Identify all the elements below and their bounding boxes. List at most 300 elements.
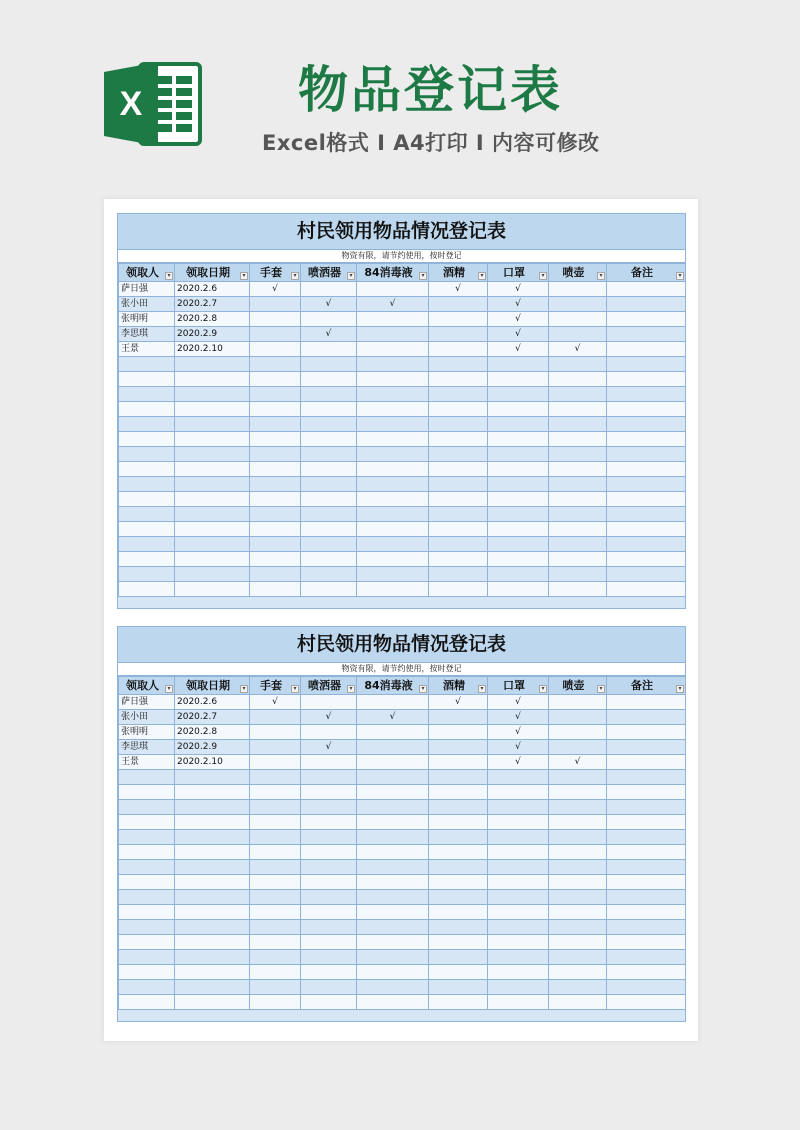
table-cell[interactable] xyxy=(488,417,549,432)
table-cell[interactable] xyxy=(549,402,607,417)
table-cell[interactable] xyxy=(175,567,250,582)
filter-dropdown-icon[interactable]: ▾ xyxy=(539,685,547,693)
table-cell[interactable] xyxy=(301,357,357,372)
table-cell[interactable] xyxy=(429,492,488,507)
table-cell[interactable] xyxy=(607,845,686,860)
table-cell[interactable] xyxy=(607,965,686,980)
table-cell[interactable] xyxy=(250,770,301,785)
table-cell[interactable] xyxy=(357,800,429,815)
table-cell[interactable] xyxy=(357,417,429,432)
table-cell[interactable] xyxy=(488,965,549,980)
table-cell[interactable]: √ xyxy=(429,282,488,297)
table-cell[interactable] xyxy=(357,552,429,567)
table-cell[interactable] xyxy=(549,522,607,537)
table-cell[interactable] xyxy=(250,920,301,935)
table-cell[interactable] xyxy=(301,755,357,770)
table-cell[interactable] xyxy=(607,522,686,537)
table-cell[interactable] xyxy=(250,492,301,507)
filter-dropdown-icon[interactable]: ▾ xyxy=(240,272,248,280)
filter-dropdown-icon[interactable]: ▾ xyxy=(676,685,684,693)
table-cell[interactable]: √ xyxy=(488,327,549,342)
table-cell[interactable]: √ xyxy=(488,312,549,327)
table-cell[interactable] xyxy=(429,965,488,980)
table-cell[interactable] xyxy=(488,890,549,905)
table-cell[interactable] xyxy=(301,462,357,477)
table-cell[interactable] xyxy=(607,980,686,995)
table-cell[interactable] xyxy=(549,462,607,477)
table-cell[interactable] xyxy=(607,552,686,567)
table-cell[interactable] xyxy=(549,905,607,920)
table-cell[interactable] xyxy=(250,462,301,477)
table-cell[interactable] xyxy=(488,507,549,522)
table-cell[interactable] xyxy=(357,507,429,522)
table-cell[interactable] xyxy=(549,447,607,462)
table-cell[interactable]: 2020.2.10 xyxy=(175,755,250,770)
table-cell[interactable] xyxy=(175,875,250,890)
table-cell[interactable] xyxy=(357,770,429,785)
table-cell[interactable] xyxy=(119,830,175,845)
table-cell[interactable] xyxy=(488,372,549,387)
table-cell[interactable] xyxy=(488,567,549,582)
table-cell[interactable] xyxy=(429,567,488,582)
table-cell[interactable] xyxy=(429,372,488,387)
table-cell[interactable] xyxy=(607,492,686,507)
table-cell[interactable] xyxy=(607,920,686,935)
table-cell[interactable] xyxy=(175,507,250,522)
table-cell[interactable] xyxy=(301,950,357,965)
table-cell[interactable] xyxy=(119,845,175,860)
table-cell[interactable] xyxy=(119,447,175,462)
table-cell[interactable] xyxy=(119,935,175,950)
table-cell[interactable] xyxy=(250,755,301,770)
table-cell[interactable] xyxy=(357,965,429,980)
table-cell[interactable] xyxy=(301,845,357,860)
filter-dropdown-icon[interactable]: ▾ xyxy=(478,685,486,693)
table-cell[interactable]: 张小田 xyxy=(119,710,175,725)
table-cell[interactable]: √ xyxy=(488,342,549,357)
table-cell[interactable] xyxy=(429,477,488,492)
filter-dropdown-icon[interactable]: ▾ xyxy=(676,272,684,280)
table-cell[interactable] xyxy=(301,980,357,995)
table-cell[interactable] xyxy=(549,477,607,492)
table-cell[interactable] xyxy=(250,582,301,597)
table-cell[interactable] xyxy=(301,477,357,492)
table-cell[interactable] xyxy=(488,920,549,935)
table-cell[interactable] xyxy=(250,537,301,552)
table-cell[interactable] xyxy=(607,740,686,755)
table-cell[interactable] xyxy=(301,995,357,1010)
table-cell[interactable] xyxy=(250,980,301,995)
table-cell[interactable] xyxy=(357,582,429,597)
table-cell[interactable] xyxy=(175,830,250,845)
table-cell[interactable]: 2020.2.7 xyxy=(175,710,250,725)
table-cell[interactable] xyxy=(429,432,488,447)
table-cell[interactable] xyxy=(250,567,301,582)
table-cell[interactable] xyxy=(549,995,607,1010)
table-cell[interactable] xyxy=(175,552,250,567)
table-cell[interactable] xyxy=(119,507,175,522)
table-cell[interactable] xyxy=(429,522,488,537)
table-cell[interactable] xyxy=(175,800,250,815)
table-cell[interactable] xyxy=(119,477,175,492)
table-cell[interactable] xyxy=(250,830,301,845)
table-cell[interactable] xyxy=(250,935,301,950)
table-cell[interactable] xyxy=(301,432,357,447)
table-cell[interactable] xyxy=(607,477,686,492)
table-cell[interactable] xyxy=(549,552,607,567)
filter-dropdown-icon[interactable]: ▾ xyxy=(240,685,248,693)
table-cell[interactable] xyxy=(119,537,175,552)
table-cell[interactable] xyxy=(549,432,607,447)
table-cell[interactable] xyxy=(429,537,488,552)
table-cell[interactable] xyxy=(301,860,357,875)
table-cell[interactable] xyxy=(357,357,429,372)
table-cell[interactable] xyxy=(357,920,429,935)
table-cell[interactable] xyxy=(488,477,549,492)
table-cell[interactable] xyxy=(429,755,488,770)
table-cell[interactable] xyxy=(488,815,549,830)
table-cell[interactable] xyxy=(607,770,686,785)
table-cell[interactable] xyxy=(119,417,175,432)
table-cell[interactable] xyxy=(357,830,429,845)
table-cell[interactable]: √ xyxy=(488,740,549,755)
table-cell[interactable] xyxy=(429,845,488,860)
table-cell[interactable] xyxy=(119,905,175,920)
table-cell[interactable] xyxy=(357,860,429,875)
table-cell[interactable]: √ xyxy=(488,282,549,297)
table-cell[interactable] xyxy=(488,402,549,417)
table-cell[interactable] xyxy=(250,387,301,402)
table-cell[interactable] xyxy=(119,462,175,477)
table-cell[interactable] xyxy=(357,522,429,537)
table-cell[interactable] xyxy=(488,875,549,890)
table-cell[interactable] xyxy=(607,800,686,815)
table-cell[interactable]: 2020.2.6 xyxy=(175,695,250,710)
table-cell[interactable] xyxy=(175,447,250,462)
table-cell[interactable] xyxy=(488,995,549,1010)
table-cell[interactable] xyxy=(301,785,357,800)
table-cell[interactable] xyxy=(357,740,429,755)
table-cell[interactable] xyxy=(488,800,549,815)
table-cell[interactable] xyxy=(607,815,686,830)
table-cell[interactable] xyxy=(549,950,607,965)
table-cell[interactable] xyxy=(119,357,175,372)
table-cell[interactable]: 张明明 xyxy=(119,312,175,327)
table-cell[interactable] xyxy=(119,770,175,785)
table-cell[interactable] xyxy=(250,740,301,755)
table-cell[interactable] xyxy=(488,492,549,507)
table-cell[interactable] xyxy=(549,387,607,402)
table-cell[interactable] xyxy=(549,920,607,935)
table-cell[interactable] xyxy=(175,357,250,372)
table-cell[interactable] xyxy=(175,417,250,432)
table-cell[interactable] xyxy=(429,830,488,845)
table-cell[interactable] xyxy=(301,567,357,582)
table-cell[interactable] xyxy=(357,447,429,462)
table-cell[interactable] xyxy=(607,402,686,417)
table-cell[interactable] xyxy=(301,815,357,830)
table-cell[interactable] xyxy=(429,417,488,432)
table-cell[interactable] xyxy=(119,890,175,905)
table-cell[interactable] xyxy=(250,725,301,740)
table-cell[interactable] xyxy=(250,447,301,462)
table-cell[interactable] xyxy=(429,710,488,725)
table-cell[interactable] xyxy=(250,402,301,417)
table-cell[interactable] xyxy=(250,432,301,447)
table-cell[interactable] xyxy=(607,950,686,965)
table-cell[interactable] xyxy=(549,492,607,507)
table-cell[interactable] xyxy=(175,492,250,507)
table-cell[interactable] xyxy=(488,935,549,950)
table-cell[interactable] xyxy=(607,785,686,800)
table-cell[interactable] xyxy=(301,875,357,890)
table-cell[interactable] xyxy=(607,537,686,552)
table-cell[interactable] xyxy=(429,875,488,890)
table-cell[interactable] xyxy=(607,447,686,462)
filter-dropdown-icon[interactable]: ▾ xyxy=(597,685,605,693)
table-cell[interactable] xyxy=(301,905,357,920)
table-cell[interactable] xyxy=(429,740,488,755)
table-cell[interactable] xyxy=(357,950,429,965)
table-cell[interactable] xyxy=(357,785,429,800)
table-cell[interactable] xyxy=(175,462,250,477)
table-cell[interactable] xyxy=(429,552,488,567)
table-cell[interactable]: 张明明 xyxy=(119,725,175,740)
table-cell[interactable] xyxy=(175,522,250,537)
table-cell[interactable] xyxy=(357,477,429,492)
table-cell[interactable] xyxy=(549,725,607,740)
table-cell[interactable] xyxy=(429,447,488,462)
table-cell[interactable] xyxy=(119,815,175,830)
table-cell[interactable] xyxy=(119,785,175,800)
table-cell[interactable] xyxy=(607,875,686,890)
filter-dropdown-icon[interactable]: ▾ xyxy=(478,272,486,280)
table-cell[interactable]: √ xyxy=(250,695,301,710)
table-cell[interactable] xyxy=(301,725,357,740)
table-cell[interactable] xyxy=(429,387,488,402)
table-cell[interactable] xyxy=(250,342,301,357)
table-cell[interactable] xyxy=(301,372,357,387)
table-cell[interactable] xyxy=(607,462,686,477)
table-cell[interactable] xyxy=(357,282,429,297)
table-cell[interactable] xyxy=(301,582,357,597)
table-cell[interactable] xyxy=(119,492,175,507)
table-cell[interactable] xyxy=(301,552,357,567)
table-cell[interactable] xyxy=(357,995,429,1010)
table-cell[interactable] xyxy=(250,710,301,725)
table-cell[interactable] xyxy=(607,830,686,845)
table-cell[interactable] xyxy=(175,770,250,785)
table-cell[interactable] xyxy=(607,432,686,447)
table-cell[interactable]: √ xyxy=(250,282,301,297)
table-cell[interactable] xyxy=(429,507,488,522)
table-cell[interactable] xyxy=(250,890,301,905)
table-cell[interactable] xyxy=(429,950,488,965)
table-cell[interactable] xyxy=(429,860,488,875)
table-cell[interactable] xyxy=(607,372,686,387)
table-cell[interactable] xyxy=(549,800,607,815)
table-cell[interactable] xyxy=(357,695,429,710)
table-cell[interactable] xyxy=(429,297,488,312)
table-cell[interactable] xyxy=(175,845,250,860)
table-cell[interactable]: √ xyxy=(429,695,488,710)
filter-dropdown-icon[interactable]: ▾ xyxy=(419,272,427,280)
table-cell[interactable] xyxy=(301,890,357,905)
table-cell[interactable] xyxy=(119,920,175,935)
table-cell[interactable] xyxy=(250,800,301,815)
table-cell[interactable] xyxy=(357,462,429,477)
table-cell[interactable] xyxy=(488,785,549,800)
table-cell[interactable]: √ xyxy=(488,725,549,740)
table-cell[interactable]: 李思琪 xyxy=(119,740,175,755)
table-cell[interactable] xyxy=(488,537,549,552)
table-cell[interactable]: √ xyxy=(301,740,357,755)
table-cell[interactable] xyxy=(175,582,250,597)
table-cell[interactable] xyxy=(250,965,301,980)
table-cell[interactable]: √ xyxy=(301,710,357,725)
table-cell[interactable]: 2020.2.6 xyxy=(175,282,250,297)
table-cell[interactable] xyxy=(488,462,549,477)
table-cell[interactable] xyxy=(301,537,357,552)
filter-dropdown-icon[interactable]: ▾ xyxy=(597,272,605,280)
table-cell[interactable] xyxy=(607,860,686,875)
table-cell[interactable] xyxy=(119,372,175,387)
table-cell[interactable]: √ xyxy=(488,755,549,770)
table-cell[interactable] xyxy=(119,552,175,567)
table-cell[interactable] xyxy=(175,950,250,965)
table-cell[interactable]: 2020.2.8 xyxy=(175,725,250,740)
table-cell[interactable] xyxy=(488,830,549,845)
table-cell[interactable] xyxy=(175,432,250,447)
table-cell[interactable] xyxy=(549,417,607,432)
table-cell[interactable]: 2020.2.9 xyxy=(175,740,250,755)
table-cell[interactable] xyxy=(301,492,357,507)
table-cell[interactable] xyxy=(429,312,488,327)
table-cell[interactable] xyxy=(549,537,607,552)
table-cell[interactable] xyxy=(488,845,549,860)
table-cell[interactable] xyxy=(549,980,607,995)
table-cell[interactable] xyxy=(301,920,357,935)
table-cell[interactable] xyxy=(250,327,301,342)
table-cell[interactable]: √ xyxy=(488,710,549,725)
table-cell[interactable] xyxy=(357,492,429,507)
table-cell[interactable] xyxy=(250,905,301,920)
table-cell[interactable] xyxy=(429,935,488,950)
table-cell[interactable] xyxy=(549,875,607,890)
table-cell[interactable] xyxy=(488,552,549,567)
table-cell[interactable] xyxy=(488,522,549,537)
table-cell[interactable] xyxy=(119,522,175,537)
table-cell[interactable] xyxy=(357,537,429,552)
table-cell[interactable] xyxy=(607,695,686,710)
table-cell[interactable] xyxy=(549,507,607,522)
table-cell[interactable] xyxy=(250,950,301,965)
filter-dropdown-icon[interactable]: ▾ xyxy=(347,685,355,693)
table-cell[interactable] xyxy=(607,905,686,920)
table-cell[interactable] xyxy=(119,965,175,980)
table-cell[interactable] xyxy=(549,860,607,875)
table-cell[interactable]: √ xyxy=(549,755,607,770)
table-cell[interactable] xyxy=(488,980,549,995)
table-cell[interactable] xyxy=(357,815,429,830)
table-cell[interactable]: 2020.2.9 xyxy=(175,327,250,342)
table-cell[interactable] xyxy=(429,402,488,417)
table-cell[interactable] xyxy=(607,312,686,327)
table-cell[interactable] xyxy=(549,785,607,800)
table-cell[interactable] xyxy=(357,327,429,342)
table-cell[interactable] xyxy=(429,890,488,905)
table-cell[interactable] xyxy=(429,357,488,372)
table-cell[interactable]: 萨日强 xyxy=(119,695,175,710)
table-cell[interactable]: 张小田 xyxy=(119,297,175,312)
table-cell[interactable]: 萨日强 xyxy=(119,282,175,297)
table-cell[interactable] xyxy=(357,387,429,402)
table-cell[interactable] xyxy=(488,357,549,372)
table-cell[interactable] xyxy=(357,890,429,905)
table-cell[interactable] xyxy=(429,980,488,995)
table-cell[interactable] xyxy=(488,770,549,785)
table-cell[interactable] xyxy=(549,890,607,905)
table-cell[interactable] xyxy=(175,935,250,950)
table-cell[interactable] xyxy=(119,402,175,417)
table-cell[interactable] xyxy=(429,920,488,935)
table-cell[interactable] xyxy=(250,845,301,860)
table-cell[interactable] xyxy=(549,582,607,597)
filter-dropdown-icon[interactable]: ▾ xyxy=(165,272,173,280)
table-cell[interactable] xyxy=(549,282,607,297)
table-cell[interactable] xyxy=(175,920,250,935)
table-cell[interactable] xyxy=(357,935,429,950)
table-cell[interactable] xyxy=(549,372,607,387)
table-cell[interactable] xyxy=(607,327,686,342)
table-cell[interactable]: √ xyxy=(301,297,357,312)
table-cell[interactable] xyxy=(549,312,607,327)
table-cell[interactable] xyxy=(119,582,175,597)
table-cell[interactable] xyxy=(119,950,175,965)
table-cell[interactable] xyxy=(250,507,301,522)
table-cell[interactable] xyxy=(429,800,488,815)
filter-dropdown-icon[interactable]: ▾ xyxy=(347,272,355,280)
table-cell[interactable] xyxy=(607,507,686,522)
table-cell[interactable]: 王景 xyxy=(119,755,175,770)
table-cell[interactable] xyxy=(250,372,301,387)
filter-dropdown-icon[interactable]: ▾ xyxy=(291,272,299,280)
table-cell[interactable] xyxy=(607,710,686,725)
table-cell[interactable]: √ xyxy=(488,297,549,312)
table-cell[interactable] xyxy=(301,342,357,357)
table-cell[interactable] xyxy=(175,890,250,905)
table-cell[interactable] xyxy=(549,695,607,710)
table-cell[interactable] xyxy=(119,800,175,815)
table-cell[interactable] xyxy=(250,477,301,492)
table-cell[interactable] xyxy=(250,357,301,372)
table-cell[interactable] xyxy=(175,477,250,492)
table-cell[interactable] xyxy=(119,875,175,890)
table-cell[interactable] xyxy=(250,297,301,312)
table-cell[interactable] xyxy=(549,567,607,582)
table-cell[interactable] xyxy=(301,402,357,417)
table-cell[interactable] xyxy=(301,695,357,710)
table-cell[interactable] xyxy=(607,342,686,357)
table-cell[interactable] xyxy=(357,875,429,890)
table-cell[interactable] xyxy=(488,860,549,875)
table-cell[interactable] xyxy=(119,860,175,875)
table-cell[interactable] xyxy=(549,297,607,312)
table-cell[interactable]: √ xyxy=(549,342,607,357)
table-cell[interactable]: √ xyxy=(488,695,549,710)
table-cell[interactable] xyxy=(607,417,686,432)
table-cell[interactable] xyxy=(357,845,429,860)
